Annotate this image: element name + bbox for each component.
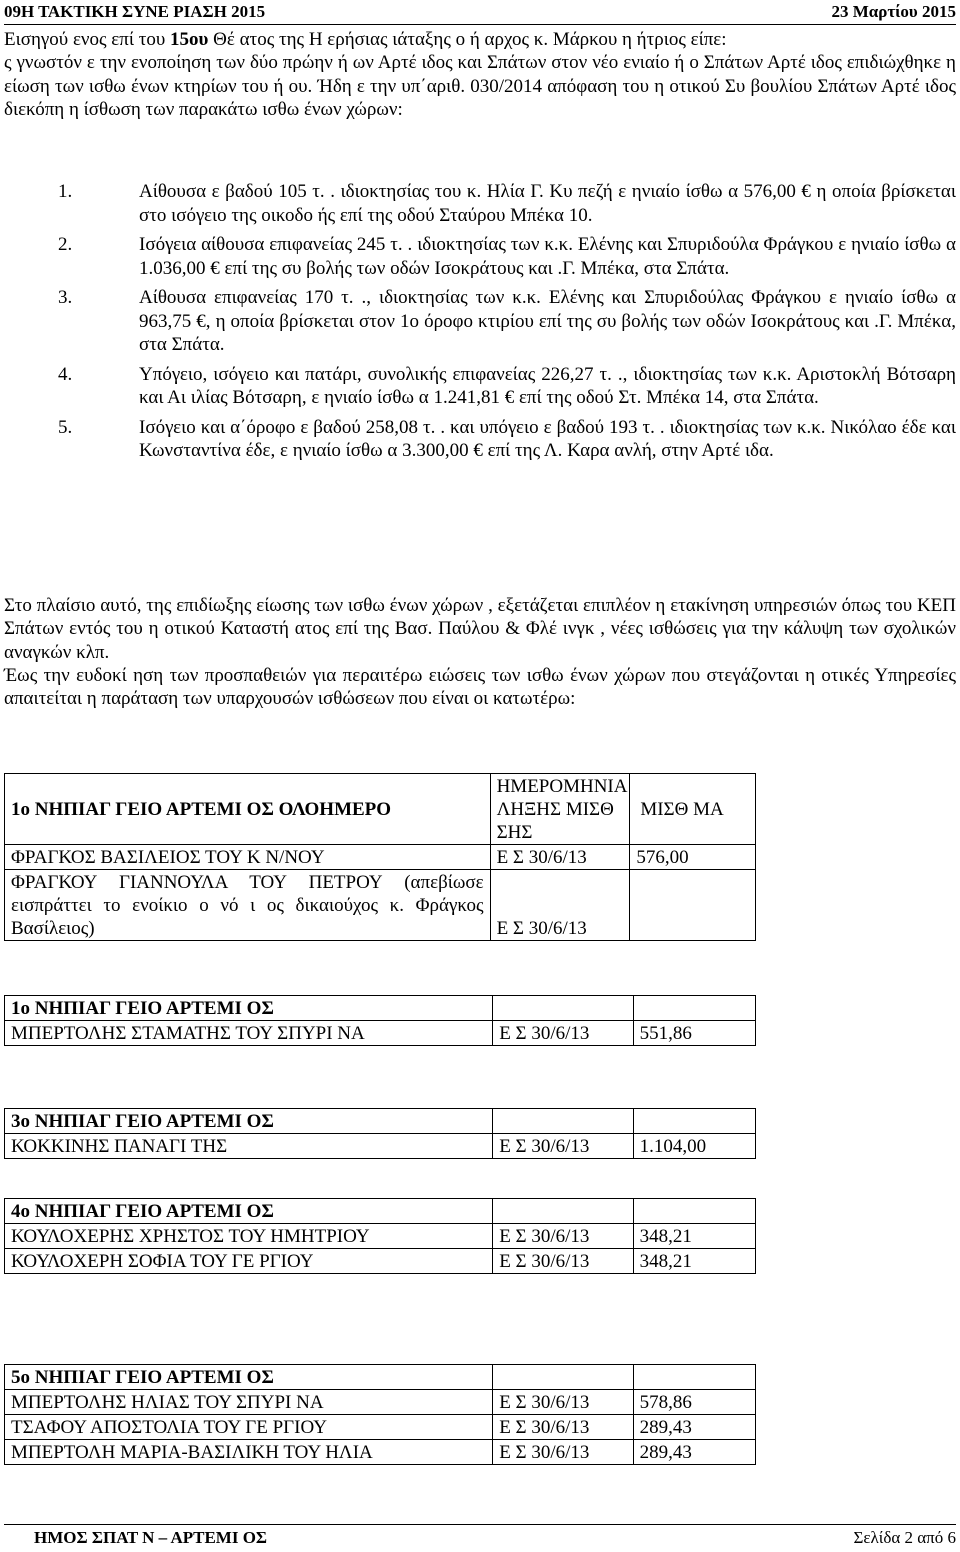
list-item: 2. Ισόγεια αίθουσα επιφανείας 245 τ. . ιδιοκτησίας των κ.κ. Ελένης και Σπυριδούλα Φράγκου ε ηνιαίο ίσθω α 1.036,00 € επί της συ βολής των οδών Ισοκράτους και .Γ. Μπέκα, στα Σπάτα.	[58, 234, 956, 279]
table-row: ΜΠΕΡΤΟΛΗΣ ΗΛΙΑΣ ΤΟΥ ΣΠΥΡΙ ΝΑ Ε Σ 30/6/13 578,86	[5, 1390, 756, 1415]
lease-table-1	[4, 773, 756, 941]
list-item: 1. Αίθουσα ε βαδού 105 τ. . ιδιοκτησίας του κ. Ηλία Γ. Κυ πεζή ε ηνιαίο ίσθω α 576,00 € η οποία βρίσκεται στο ισόγειο της οικοδο ής επί της οδού Σταύρου Μπέκα 10.	[58, 181, 956, 226]
intro-paragraph: ς γνωστόν ε την ενοποίηση των δύο πρώην ή ων Αρτέ ιδος και Σπάτων στον νέο ενιαίο ή ο Σπάτων Αρτέ ιδος επιδιώχθηκε η είωση των ισθω ένων κτηρίων του ή ου. Ήδη ε την υπ΄αριθ. 030/2014 απόφαση του η οτικού Συ βουλίου Σπάτων Αρτέ ιδος διεκόπη η ίσθωση των παρακάτω ισθω ένων χώρων:	[4, 52, 956, 120]
table-title-row	[5, 1199, 756, 1224]
intro-line: Εισηγού ενος επί του 15ου Θέ ατος της Η ερήσιας ιάταξης ο ή αρχος κ. Μάρκου η ήτριος είπε:	[4, 29, 727, 50]
table-row: ΤΣΑΦΟΥ ΑΠΟΣΤΟΛΙΑ ΤΟΥ ΓΕ ΡΓΙΟΥ Ε Σ 30/6/13 289,43	[5, 1415, 756, 1440]
table-row: ΜΠΕΡΤΟΛΗ ΜΑΡΙΑ-ΒΑΣΙΛΙΚΗ ΤΟΥ ΗΛΙΑ Ε Σ 30/6/13 289,43	[5, 1440, 756, 1465]
table-row: ΚΟΚΚΙΝΗΣ ΠΑΝΑΓΙ ΤΗΣ Ε Σ 30/6/13 1.104,00	[5, 1134, 756, 1159]
table-row: ΦΡΑΓΚΟΥ ΓΙΑΝΝΟΥΛΑ ΤΟΥ ΠΕΤΡΟΥ (απεβίωσε εισπράττει το ενοίκιο ο νό ι ος δικαιούχος κ. Φράγκος Βασίλειος) Ε Σ 30/6/13	[5, 870, 756, 941]
page-number: Σελίδα 2 από 6	[853, 1528, 956, 1547]
header-meeting-title: 09Η ΤΑΚΤΙΚΗ ΣΥΝΕ ΡΙΑΣΗ 2015	[4, 2, 266, 21]
lease-table-3	[4, 1108, 756, 1159]
lease-table-2	[4, 995, 756, 1046]
list-item: 5. Ισόγειο και α΄όροφο ε βαδού 258,08 τ. . και υπόγειο ε βαδού 193 τ. . ιδιοκτησίας των κ.κ. Νικόλαο έδε και Κωνσταντίνα έδε, ε ηνιαίο ίσθω α 3.300,00 € επί της Λ. Καρα ανλή, στην Αρτέ ιδα.	[58, 416, 956, 461]
table-header-row	[5, 774, 756, 845]
list-item: 3. Αίθουσα επιφανείας 170 τ. ., ιδιοκτησίας των κ.κ. Ελένης και Σπυριδούλας Φράγκου ε ηνιαίο ίσθω α 963,75 €, η οποία βρίσκεται στον 1ο όροφο κτιρίου επί της συ βολής των οδών Ισοκράτους και .Γ. Μπέκα, στα Σπάτα.	[58, 287, 956, 355]
table-row: ΚΟΥΛΟΧΕΡΗ ΣΟΦΙΑ ΤΟΥ ΓΕ ΡΓΙΟΥ Ε Σ 30/6/13 348,21	[5, 1249, 756, 1274]
table-title-row	[5, 996, 756, 1021]
page-footer	[4, 1524, 956, 1551]
intro-block	[4, 28, 956, 121]
table-title: 1ο ΝΗΠΙΑΓ ΓΕΙΟ ΑΡΤΕΜΙ ΟΣ ΟΛΟΗΜΕΡΟ	[5, 774, 491, 845]
header-date: 23 Μαρτίου 2015	[831, 2, 956, 21]
table-title: 4ο ΝΗΠΙΑΓ ΓΕΙΟ ΑΡΤΕΜΙ ΟΣ	[5, 1199, 493, 1224]
table-title-row	[5, 1365, 756, 1390]
body-paragraph-1: Στο πλαίσιο αυτό, της επιδίωξης είωσης των ισθω ένων χώρων , εξετάζεται επιπλέον η ετακίνηση υπηρεσιών όπως του ΚΕΠ Σπάτων εντός του η οτικού Καταστή ατος επί της Βασ. Παύλου & Φλέ ινγκ , νέες ισθώσεις για την κάλυψη των σχολικών αναγκών κλπ.	[4, 595, 956, 663]
table-title: 1ο ΝΗΠΙΑΓ ΓΕΙΟ ΑΡΤΕΜΙ ΟΣ	[5, 996, 493, 1021]
table-row: ΚΟΥΛΟΧΕΡΗΣ ΧΡΗΣΤΟΣ ΤΟΥ ΗΜΗΤΡΙΟΥ Ε Σ 30/6/13 348,21	[5, 1224, 756, 1249]
footer-municipality: ΗΜΟΣ ΣΠΑΤ Ν – ΑΡΤΕΜΙ ΟΣ	[34, 1528, 268, 1547]
table-row: ΜΠΕΡΤΟΛΗΣ ΣΤΑΜΑΤΗΣ ΤΟΥ ΣΠΥΡΙ ΝΑ Ε Σ 30/6/13 551,86	[5, 1021, 756, 1046]
topic-number: 15ου	[170, 29, 209, 50]
table-title-row	[5, 1109, 756, 1134]
table-row: ΦΡΑΓΚΟΣ ΒΑΣΙΛΕΙΟΣ ΤΟΥ Κ Ν/ΝΟΥ Ε Σ 30/6/13 576,00	[5, 845, 756, 870]
lease-table-5	[4, 1364, 756, 1465]
terminated-leases-list	[4, 180, 956, 463]
col-header-expiry: ΗΜΕΡΟΜΗΝΙΑ ΛΗΞΗΣ ΜΙΣΘ ΣΗΣ	[490, 774, 630, 845]
table-title: 5ο ΝΗΠΙΑΓ ΓΕΙΟ ΑΡΤΕΜΙ ΟΣ	[5, 1365, 493, 1390]
table-title: 3ο ΝΗΠΙΑΓ ΓΕΙΟ ΑΡΤΕΜΙ ΟΣ	[5, 1109, 493, 1134]
body-block	[4, 594, 956, 710]
list-item: 4. Υπόγειο, ισόγειο και πατάρι, συνολικής επιφανείας 226,27 τ. ., ιδιοκτησίας των κ.κ. Αριστοκλή Βότσαρη και Αι ιλίας Βότσαρη, ε ηνιαίο ίσθω α 1.241,81 € επί της οδού Στ. Μπέκα 14, στα Σπάτα.	[58, 363, 956, 408]
col-header-rent: ΜΙΣΘ ΜΑ	[630, 774, 756, 845]
lease-table-4	[4, 1198, 756, 1274]
body-paragraph-2: Έως την ευδοκί ηση των προσπαθειών για περαιτέρω ειώσεις των ισθω ένων χώρων που στεγάζονται η οτικές Υπηρεσίες απαιτείται η παράταση των υπαρχουσών ισθώσεων που είναι οι κατωτέρω:	[4, 664, 956, 710]
page-header	[4, 0, 956, 25]
